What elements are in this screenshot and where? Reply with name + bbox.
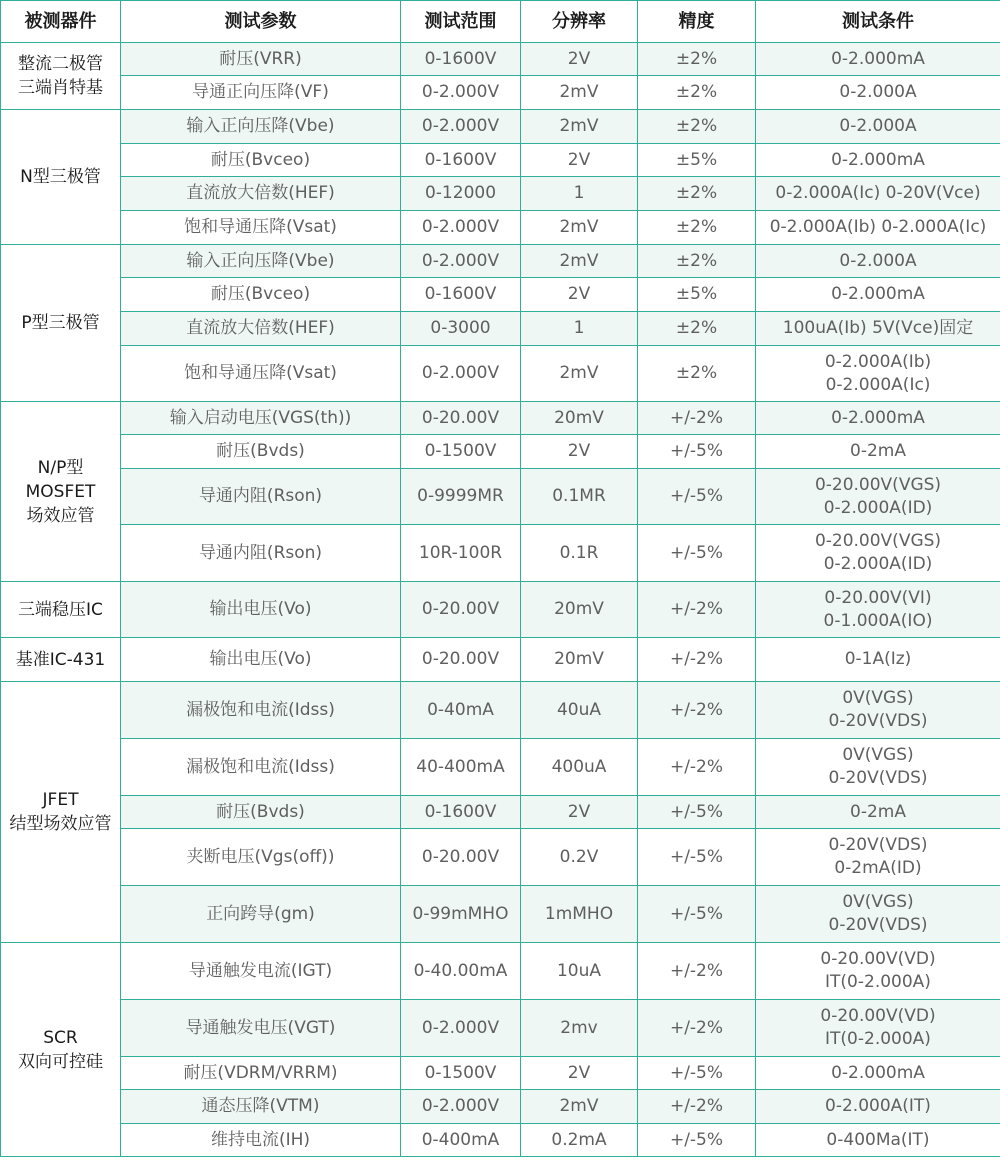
accuracy-cell: +/-2% [638,1090,756,1124]
condition-line: 0-1A(Iz) [844,649,912,669]
table-row [1,1057,1000,1090]
table-row [1,43,1000,76]
accuracy-cell: +/-5% [638,796,756,829]
param-cell: 导通触发电流(IGT) [121,943,401,1000]
range-cell: 0-1600V [401,278,521,312]
param-cell: 耐压(Bvceo) [121,144,401,177]
condition-cell [756,1000,1000,1057]
resolution-cell: 2mV [521,211,638,245]
param-cell: 直流放大倍数(HEF) [121,312,401,346]
accuracy-cell: +/-2% [638,1000,756,1057]
device-name-line: P型三极管 [21,313,100,333]
table-row [1,1124,1000,1157]
table-row [1,1000,1000,1057]
range-cell: 40-400mA [401,739,521,796]
accuracy-cell: ±2% [638,211,756,245]
condition-line: 0-2.000A(IT) [825,1096,931,1116]
resolution-cell: 2V [521,43,638,76]
range-cell: 0-1600V [401,796,521,829]
param-cell: 耐压(Bvceo) [121,278,401,312]
range-cell: 0-1600V [401,43,521,76]
condition-cell [756,638,1000,682]
condition-line: 0-2.000mA [831,48,925,69]
resolution-cell: 20mV [521,638,638,682]
range-cell: 0-9999MR [401,469,521,525]
accuracy-cell: ±2% [638,312,756,346]
resolution-cell: 2V [521,278,638,312]
param-cell: 耐压(VRR) [121,43,401,76]
range-cell: 0-2.000V [401,346,521,402]
device-cell [1,638,121,682]
range-cell: 0-20.00V [401,582,521,638]
range-cell: 0-2.000V [401,1000,521,1057]
device-name-line: SCR [43,1027,78,1048]
condition-cell [756,582,1000,638]
resolution-cell: 20mV [521,582,638,638]
range-cell: 0-400mA [401,1124,521,1157]
condition-line: 0-2.000A(Ib) [824,351,932,372]
device-name-line: 场效应管 [26,505,95,526]
device-cell [1,245,121,402]
condition-cell [756,1057,1000,1090]
condition-line: 0-2.000mA [831,1062,925,1083]
range-cell: 0-20.00V [401,638,521,682]
table-row [1,638,1000,682]
param-cell: 耐压(VDRM/VRRM) [121,1057,401,1090]
param-cell: 输入正向压降(Vbe) [121,245,401,278]
spec-table-body [1,43,1000,1157]
accuracy-cell: ±2% [638,43,756,76]
resolution-cell: 2V [521,144,638,177]
condition-line: 0-20V(VDS) [828,768,928,788]
accuracy-cell: ±2% [638,110,756,144]
header-condition: 测试条件 [756,1,1000,43]
device-cell [1,943,121,1157]
condition-cell [756,682,1000,739]
table-row [1,829,1000,886]
param-cell: 直流放大倍数(HEF) [121,177,401,211]
accuracy-cell: +/-5% [638,1057,756,1090]
param-cell: 输出电压(Vo) [121,582,401,638]
condition-line: 100uA(Ib) 5V(Vce)固定 [782,318,974,338]
range-cell: 10R-100R [401,525,521,582]
condition-cell [756,525,1000,582]
param-cell: 输入正向压降(Vbe) [121,110,401,144]
range-cell: 0-20.00V [401,402,521,435]
condition-cell [756,796,1000,829]
condition-cell [756,245,1000,278]
condition-line: 0V(VGS) [842,745,914,765]
device-cell [1,682,121,943]
table-row [1,110,1000,144]
condition-cell [756,312,1000,346]
param-cell: 夹断电压(Vgs(off)) [121,829,401,886]
table-row [1,739,1000,796]
condition-line: 0-2mA(ID) [834,858,922,878]
device-cell [1,582,121,638]
device-name-line: 双向可控硅 [18,1051,103,1072]
device-name-line: JFET [42,790,79,810]
header-resolution: 分辨率 [521,1,638,43]
condition-line: 0V(VGS) [842,892,914,912]
condition-cell [756,43,1000,76]
condition-line: 0-20V(VDS) [828,835,928,855]
condition-line: 0-2.000A(ID) [823,554,933,574]
table-row [1,943,1000,1000]
accuracy-cell: ±5% [638,144,756,177]
device-name-line: 三端稳压IC [18,599,103,620]
condition-line: 0-2.000mA [831,284,925,304]
condition-cell [756,943,1000,1000]
header-param: 测试参数 [121,1,401,43]
param-cell: 导通内阻(Rson) [121,469,401,525]
accuracy-cell: +/-2% [638,682,756,739]
range-cell: 0-99mMHO [401,886,521,943]
accuracy-cell: ±2% [638,346,756,402]
accuracy-cell: +/-5% [638,886,756,943]
accuracy-cell: +/-2% [638,739,756,796]
device-name-line: 整流二极管 [18,54,103,74]
table-row [1,76,1000,110]
device-name-line: 基准IC-431 [15,649,106,670]
condition-line: 0-2.000mA [831,149,925,170]
resolution-cell: 0.2V [521,829,638,886]
accuracy-cell: +/-5% [638,829,756,886]
condition-cell [756,469,1000,525]
accuracy-cell: ±2% [638,76,756,110]
resolution-cell: 1mMHO [521,886,638,943]
param-cell: 输入启动电压(VGS(th)) [121,402,401,435]
condition-cell [756,829,1000,886]
resolution-cell: 20mV [521,402,638,435]
condition-line: 0-2.000A [839,82,917,102]
table-row [1,346,1000,402]
range-cell: 0-40.00mA [401,943,521,1000]
range-cell: 0-2.000V [401,110,521,144]
device-name-line: N/P型 [37,457,84,478]
param-cell: 耐压(Bvds) [121,796,401,829]
accuracy-cell: ±2% [638,177,756,211]
device-cell [1,110,121,245]
condition-line: 0-20V(VDS) [828,711,928,731]
table-row [1,582,1000,638]
condition-line: 0-2.000A [839,250,917,271]
accuracy-cell: +/-2% [638,402,756,435]
table-row [1,525,1000,582]
device-name-line: 结型场效应管 [9,814,112,834]
accuracy-cell: ±2% [638,245,756,278]
condition-line: 0-20V(VDS) [828,915,928,935]
header-range: 测试范围 [401,1,521,43]
condition-line: 0V(VGS) [842,688,914,708]
header-row [1,1,1000,43]
resolution-cell: 0.2mA [521,1124,638,1157]
resolution-cell: 2mv [521,1000,638,1057]
condition-line: 0-2.000mA [831,407,925,428]
resolution-cell: 0.1R [521,525,638,582]
accuracy-cell: +/-2% [638,638,756,682]
param-cell: 通态压降(VTM) [121,1090,401,1124]
device-name-line: N型三极管 [20,167,101,187]
accuracy-cell: +/-2% [638,582,756,638]
param-cell: 导通内阻(Rson) [121,525,401,582]
condition-line: 0-2.000A(Ic) [825,374,931,395]
condition-line: IT(0-2.000A) [825,972,931,992]
range-cell: 0-2.000V [401,1090,521,1124]
resolution-cell: 2V [521,1057,638,1090]
range-cell: 0-12000 [401,177,521,211]
table-row [1,278,1000,312]
range-cell: 0-1600V [401,144,521,177]
table-row [1,682,1000,739]
range-cell: 0-1500V [401,1057,521,1090]
resolution-cell: 2V [521,435,638,469]
condition-line: 0-2.000A [839,116,917,136]
table-row [1,211,1000,245]
resolution-cell: 2mV [521,346,638,402]
table-row [1,312,1000,346]
range-cell: 0-1500V [401,435,521,469]
accuracy-cell: +/-5% [638,435,756,469]
device-name-line: 三端肖特基 [18,78,103,98]
table-row [1,402,1000,435]
resolution-cell: 0.1MR [521,469,638,525]
condition-cell [756,177,1000,211]
condition-line: IT(0-2.000A) [825,1029,931,1049]
range-cell: 0-20.00V [401,829,521,886]
condition-cell [756,739,1000,796]
resolution-cell: 2mV [521,245,638,278]
param-cell: 导通正向压降(VF) [121,76,401,110]
range-cell: 0-2.000V [401,211,521,245]
condition-cell [756,278,1000,312]
resolution-cell: 2V [521,796,638,829]
table-row [1,435,1000,469]
accuracy-cell: +/-5% [638,525,756,582]
table-row [1,177,1000,211]
resolution-cell: 10uA [521,943,638,1000]
resolution-cell: 40uA [521,682,638,739]
param-cell: 正向跨导(gm) [121,886,401,943]
range-cell: 0-40mA [401,682,521,739]
range-cell: 0-2.000V [401,76,521,110]
condition-cell [756,346,1000,402]
table-row [1,144,1000,177]
range-cell: 0-2.000V [401,245,521,278]
resolution-cell: 400uA [521,739,638,796]
condition-cell [756,1124,1000,1157]
condition-line: 0-20.00V(VD) [820,949,936,969]
table-row [1,469,1000,525]
condition-cell [756,886,1000,943]
condition-line: 0-1.000A(IO) [823,610,933,631]
device-cell [1,43,121,110]
param-cell: 导通触发电压(VGT) [121,1000,401,1057]
param-cell: 输出电压(Vo) [121,638,401,682]
condition-line: 0-2.000A(Ic) 0-20V(Vce) [775,183,981,203]
accuracy-cell: +/-5% [638,469,756,525]
condition-cell [756,211,1000,245]
condition-cell [756,110,1000,144]
condition-line: 0-20.00V(VD) [820,1006,936,1026]
condition-line: 0-2mA [850,441,906,461]
condition-cell [756,402,1000,435]
param-cell: 饱和导通压降(Vsat) [121,346,401,402]
condition-line: 0-2.000A(ID) [823,497,933,518]
table-row [1,245,1000,278]
condition-line: 0-2.000A(Ib) 0-2.000A(Ic) [769,217,987,237]
condition-line: 0-20.00V(VI) [824,587,932,608]
condition-cell [756,1090,1000,1124]
param-cell: 漏极饱和电流(Idss) [121,682,401,739]
param-cell: 耐压(Bvds) [121,435,401,469]
device-name-line: MOSFET [25,481,96,502]
param-cell: 维持电流(IH) [121,1124,401,1157]
header-device: 被测器件 [1,1,121,43]
condition-line: 0-400Ma(IT) [826,1129,930,1150]
accuracy-cell: +/-5% [638,1124,756,1157]
condition-line: 0-20.00V(VGS) [814,531,942,551]
table-row [1,796,1000,829]
condition-line: 0-20.00V(VGS) [814,474,942,495]
device-cell [1,402,121,582]
resolution-cell: 2mV [521,1090,638,1124]
condition-cell [756,144,1000,177]
resolution-cell: 1 [521,312,638,346]
accuracy-cell: +/-2% [638,943,756,1000]
param-cell: 饱和导通压降(Vsat) [121,211,401,245]
range-cell: 0-3000 [401,312,521,346]
resolution-cell: 2mV [521,76,638,110]
accuracy-cell: ±5% [638,278,756,312]
resolution-cell: 1 [521,177,638,211]
param-cell: 漏极饱和电流(Idss) [121,739,401,796]
table-row [1,886,1000,943]
condition-cell [756,435,1000,469]
header-accuracy: 精度 [638,1,756,43]
condition-cell [756,76,1000,110]
resolution-cell: 2mV [521,110,638,144]
table-row [1,1090,1000,1124]
condition-line: 0-2mA [850,801,906,822]
